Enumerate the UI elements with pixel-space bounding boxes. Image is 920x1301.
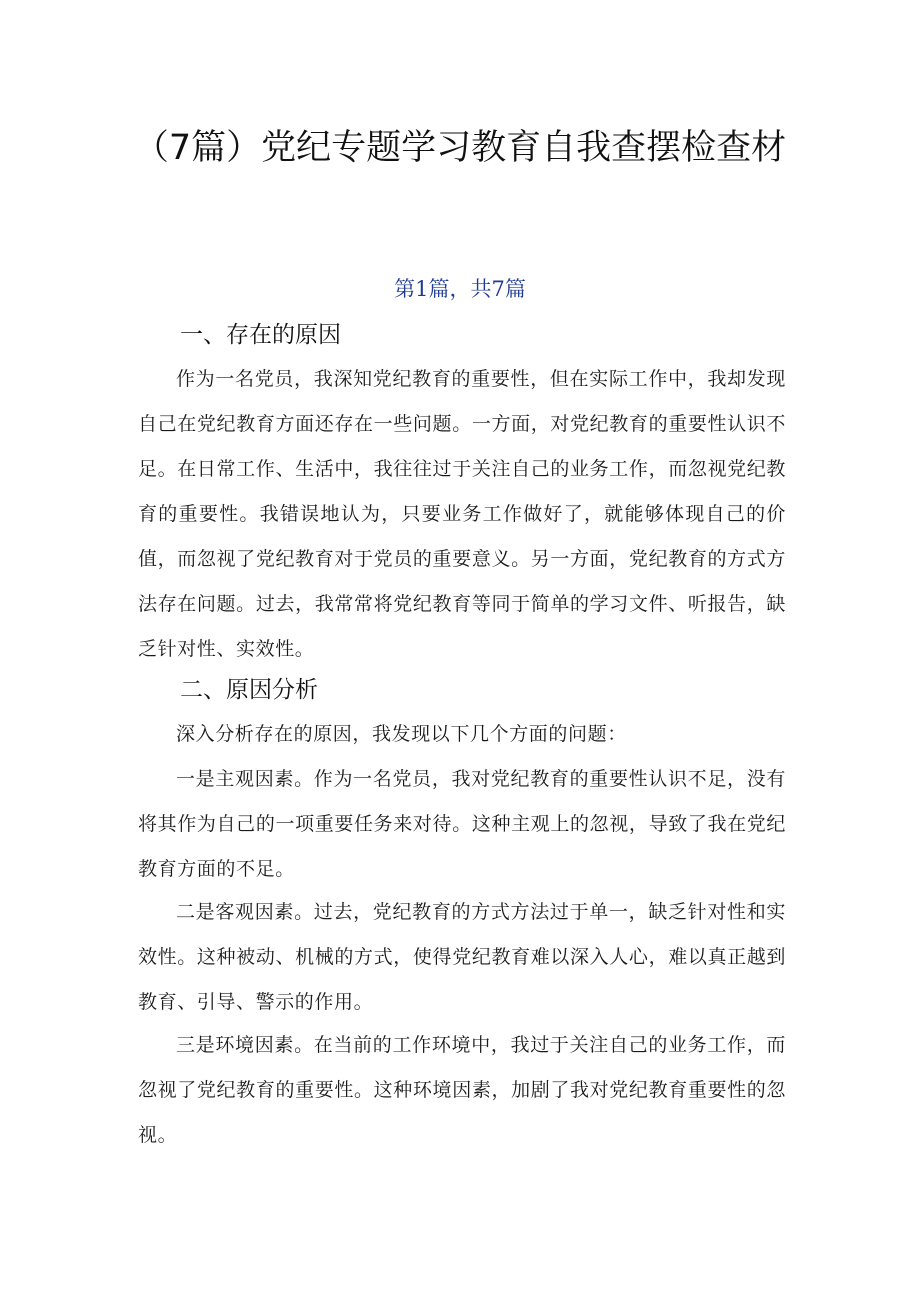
- section-heading-existing-causes: 一、存在的原因: [180, 322, 341, 348]
- part-indicator: 第1篇，共7篇: [394, 277, 526, 301]
- paragraph-subjective-factors: 一是主观因素。作为一名党员，我对党纪教育的重要性认识不足，没有将其作为自己的一项重要任务来对待。这种主观上的忽视，导致了我在党纪教育方面的不足。: [138, 768, 786, 880]
- paragraph-environmental-factors: 三是环境因素。在当前的工作环境中，我过于关注自己的业务工作，而忽视了党纪教育的重要性。这种环境因素，加剧了我对党纪教育重要性的忽视。: [138, 1034, 786, 1146]
- document-title: （7篇）党纪专题学习教育自我查摆检查材: [133, 128, 787, 168]
- paragraph-objective-factors: 二是客观因素。过去，党纪教育的方式方法过于单一，缺乏针对性和实效性。这种被动、机械的方式，使得党纪教育难以深入人心，难以真正越到教育、引导、警示的作用。: [138, 901, 786, 1013]
- section-heading-cause-analysis: 二、原因分析: [180, 677, 318, 703]
- paragraph-analysis-intro: 深入分析存在的原因，我发现以下几个方面的问题：: [176, 723, 627, 745]
- paragraph-existing-causes: 作为一名党员，我深知党纪教育的重要性，但在实际工作中，我却发现自己在党纪教育方面还存在一些问题。一方面，对党纪教育的重要性认识不足。在日常工作、生活中，我往往过于关注自己的业务工作，而忽视党纪教育的重要性。我错误地认为，只要业务工作做好了，就能够体现自己的价值，而忽视了党纪教育对于党员的重要意义。另一方面，党纪教育的方式方法存在问题。过去，我常常将党纪教育等同于简单的学习文件、听报告，缺乏针对性、实效性。: [138, 368, 786, 660]
